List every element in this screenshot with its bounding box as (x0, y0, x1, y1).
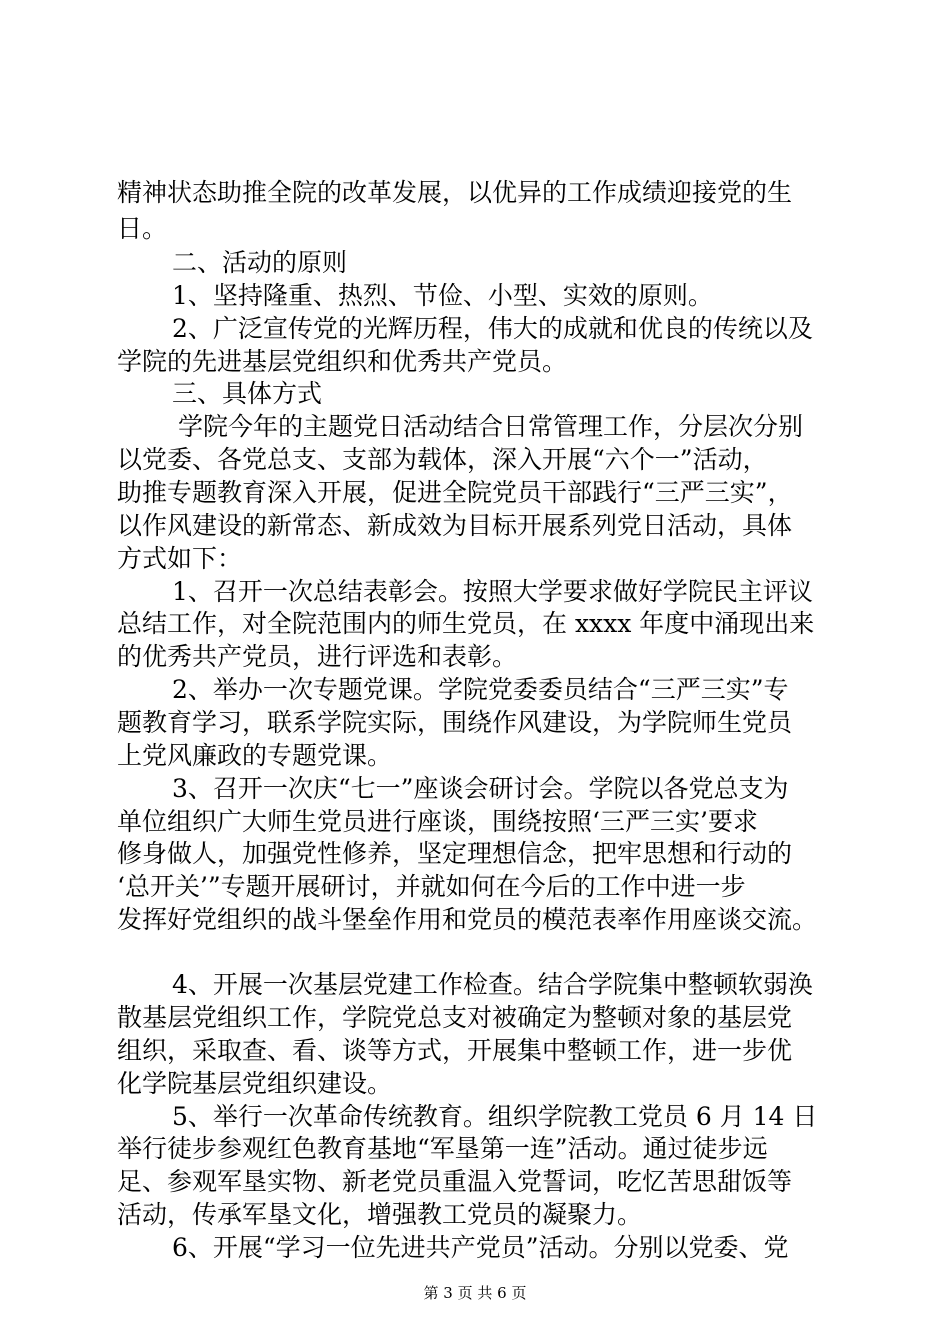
text-line: 6、开展“学习一位先进共产党员”活动。分别以党委、党 (172, 1233, 789, 1262)
text-line: 2、广泛宣传党的光辉历程，伟大的成就和优良的传统以及 (172, 314, 813, 343)
text-line: 2、举办一次专题党课。学院党委委员结合“三严三实”专 (172, 675, 789, 704)
text-line: 方式如下： (117, 544, 243, 573)
text-line: 散基层党组织工作，学院党总支对被确定为整顿对象的基层党 (117, 1003, 793, 1032)
text-line: 修身做人，加强党性修养，坚定理想信念，把牢思想和行动的 (117, 839, 793, 868)
text-line: 1、召开一次总结表彰会。按照大学要求做好学院民主评议 (172, 577, 813, 606)
text-line: 化学院基层党组织建设。 (117, 1069, 393, 1098)
text-line: 活动，传承军垦文化，增强教工党员的凝聚力。 (117, 1200, 643, 1229)
text-line: 日。 (117, 214, 168, 243)
text-line: 以作风建设的新常态、新成效为目标开展系列党日活动，具体 (117, 511, 793, 540)
text-line: 学院的先进基层党组织和优秀共产党员。 (117, 347, 568, 376)
text-line: 1、坚持隆重、热烈、节俭、小型、实效的原则。 (172, 281, 713, 310)
text-line: 4、开展一次基层党建工作检查。结合学院集中整顿软弱涣 (172, 970, 813, 999)
text-line: 足、参观军垦实物、新老党员重温入党誓词，吃忆苦思甜饭等 (117, 1167, 793, 1196)
text-line: 3、召开一次庆“七一”座谈会研讨会。学院以各党总支为 (172, 774, 789, 803)
page-number-footer: 第 3 页 共 6 页 (423, 1284, 527, 1302)
section-heading: 三、具体方式 (172, 379, 323, 408)
text-line: 学院今年的主题党日活动结合日常管理工作，分层次分别 (178, 412, 804, 441)
text-line: 题教育学习，联系学院实际，围绕作风建设，为学院师生党员 (117, 708, 793, 737)
section-heading: 二、活动的原则 (172, 248, 348, 277)
text-line: 总结工作，对全院范围内的师生党员，在 xxxx 年度中涌现出来 (117, 609, 815, 638)
text-line: ‘总开关’”专题开展研讨，并就如何在今后的工作中进一步 (117, 872, 746, 901)
text-line: 组织，采取查、看、谈等方式，开展集中整顿工作，进一步优 (117, 1036, 793, 1065)
text-line: 以党委、各党总支、支部为载体，深入开展“六个一”活动， (117, 445, 768, 474)
text-line: 精神状态助推全院的改革发展，以优异的工作成绩迎接党的生 (117, 178, 793, 207)
text-line: 5、举行一次革命传统教育。组织学院教工党员 6 月 14 日 (172, 1102, 818, 1131)
text-line: 的优秀共产党员，进行评选和表彰。 (117, 642, 518, 671)
text-line: 单位组织广大师生党员进行座谈，围绕按照‘三严三实’要求 (117, 807, 758, 836)
text-line: 助推专题教育深入开展，促进全院党员干部践行“三严三实”， (117, 478, 793, 507)
text-line: 上党风廉政的专题党课。 (117, 741, 393, 770)
text-line: 举行徒步参观红色教育基地“军垦第一连”活动。通过徒步远 (117, 1134, 768, 1163)
text-line: 发挥好党组织的战斗堡垒作用和党员的模范表率作用座谈交流。 (117, 905, 818, 934)
